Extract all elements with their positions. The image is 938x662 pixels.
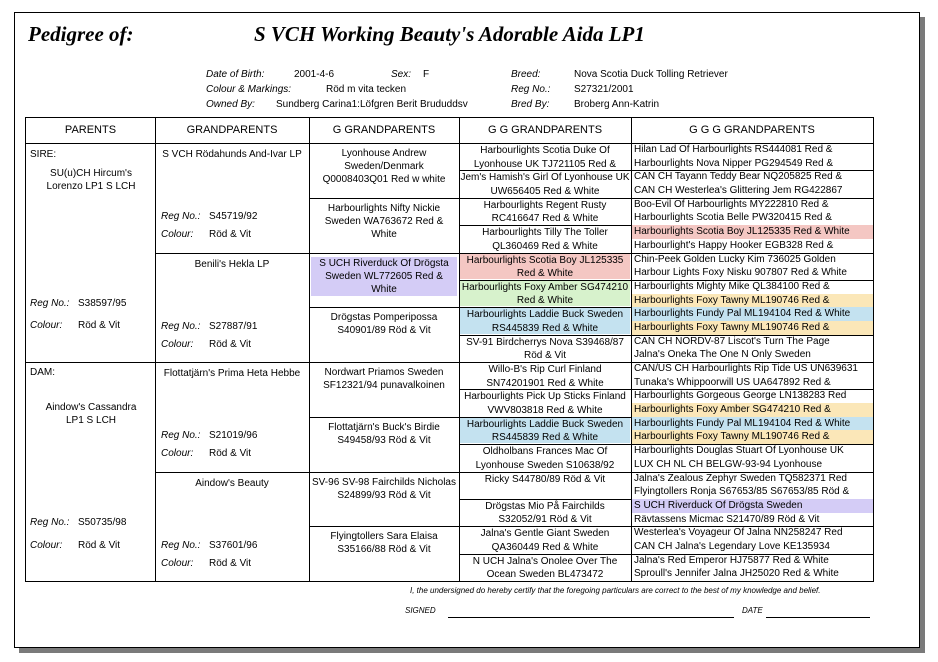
ggg-grandparent-name: Harbour Lights Foxy Nisku 907807 Red & White (634, 267, 847, 279)
pedigree-table (25, 117, 874, 582)
ggg-grandparent-name: Tunaka's Whippoorwill US UA647892 Red & (634, 376, 831, 388)
gg-grandparent-name: Harbourlights Laddie Buck Sweden RS445839 Red & White (460, 418, 630, 443)
date-label: DATE (742, 606, 763, 615)
g-grandparent-name: Lyonhouse Andrew Sweden/Denmark Q0008403Q01 Red w white (322, 148, 446, 185)
bred-label: Bred By: (511, 99, 550, 110)
grandparent-colour-label: Colour: (161, 338, 194, 350)
g-grandparent-name: Harbourlights Nifty Nickie Sweden WA763672 Red & White (324, 202, 444, 240)
sire-colour: Röd & Vit (78, 320, 121, 331)
ggg-grandparent-name: Harbourlights Scotia Belle PW320415 Red & (634, 212, 832, 224)
ggg-grandparent-name: Hilan Lad Of Harbourlights RS444081 Red & (634, 144, 833, 155)
dog-name: S VCH Working Beauty's Adorable Aida LP1 (254, 22, 645, 46)
ggg-grandparent-name: Harbourlights Fundy Pal ML194104 Red & White (632, 307, 873, 321)
ggg-grandparent-name: Harbourlight's Happy Hooker EGB328 Red & (634, 239, 834, 251)
grandparent-reg: S45719/92 (209, 211, 258, 222)
ggg-grandparent-name: Harbourlights Foxy Tawny ML190746 Red & (632, 294, 873, 308)
gg-grandparent-name: N UCH Jalna's Onolee Over The Ocean Sweden BL473472 (472, 555, 618, 580)
ggg-grandparent-name: Jalna's Red Emperor HJ75877 Red & White (634, 554, 829, 566)
grandparent-colour-label: Colour: (161, 229, 194, 240)
ggg-grandparent-name: Harbourlights Foxy Amber SG474210 Red & (632, 403, 873, 417)
pedigree-label: Pedigree of: (28, 22, 134, 46)
col-ggg-grandparents-header: G G G GRANDPARENTS (689, 124, 815, 136)
gg-grandparent-name: Jalna's Gentle Giant Sweden QA360449 Red & White (480, 528, 610, 553)
dam-colour: Röd & Vit (78, 540, 121, 551)
g-grandparent-name: Flottatjärn's Buck's Birdie S49458/93 Röd & Vit (328, 421, 440, 446)
grandparent-colour: Röd & Vit (209, 338, 252, 350)
colour-label: Colour & Markings: (206, 84, 292, 95)
ggg-grandparent-name: Harbourlights Foxy Tawny ML190746 Red & (632, 430, 873, 444)
dam-tag: DAM: (30, 367, 55, 378)
ggg-grandparent-name: CAN CH Westerlea's Glittering Jem RG422867 (634, 185, 843, 197)
gg-grandparent-name: Harbourlights Scotia Boy JL125335 Red & White (460, 254, 630, 279)
ggg-grandparent-name: LUX CH NL CH BELGW-93-94 Lyonhouse (634, 458, 823, 470)
ggg-grandparent-name: CAN CH Tayann Teddy Bear NQ205825 Red & (634, 171, 843, 183)
dob-value: 2001-4-6 (294, 69, 335, 80)
grandparent-reg-label: Reg No.: (161, 430, 201, 441)
breed-value: Nova Scotia Duck Tolling Retriever (574, 69, 728, 80)
ggg-grandparent-name: Westerlea's Voyageur Of Jalna NN258247 Red (634, 527, 843, 539)
ggg-grandparent-name: Boo-Evil Of Harbourlights MY222810 Red & (634, 198, 829, 210)
col-g-grandparents-header: G GRANDPARENTS (332, 124, 436, 136)
ggg-grandparent-name: Harbourlights Scotia Boy JL125335 Red & White (632, 225, 873, 239)
ggg-grandparent-name: Chin-Peek Golden Lucky Kim 736025 Golden (634, 253, 836, 265)
grandparent-colour: Röd & Vit (209, 557, 252, 569)
col-gg-grandparents-header: G G GRANDPARENTS (487, 124, 603, 136)
gg-grandparent-name: Ricky S44780/89 Röd & Vit (484, 473, 606, 485)
ggg-grandparent-name: Harbourlights Nova Nipper PG294549 Red & (634, 157, 833, 169)
signature-line[interactable] (448, 617, 734, 618)
sire-tag: SIRE: (30, 149, 57, 160)
ggg-grandparent-name: S UCH Riverduck Of Drögsta Sweden (632, 499, 873, 513)
dob-label: Date of Birth: (206, 69, 265, 80)
ggg-grandparent-name: Harbourlights Fundy Pal ML194104 Red & White (632, 417, 873, 431)
grandparent-colour: Röd & Vit (209, 229, 252, 240)
sex-label: Sex: (391, 69, 412, 80)
grandparent-colour-label: Colour: (161, 448, 194, 459)
dam-reg: S50735/98 (78, 517, 127, 528)
bred-value: Broberg Ann-Katrin (574, 99, 660, 110)
grandparent-name: Benili's Hekla LP (194, 258, 270, 270)
gg-grandparent-name: Jem's Hamish's Girl Of Lyonhouse UK UW656405 Red & White (460, 172, 630, 197)
gg-grandparent-name: Willo-B's Rip Curl Finland SN74201901 Red & White (486, 364, 604, 389)
ggg-grandparent-name: Rävtassens Micmac S21470/89 Röd & Vit (634, 513, 820, 525)
sire-colour-label: Colour: (30, 320, 63, 331)
grandparent-reg-label: Reg No.: (161, 320, 201, 332)
ggg-grandparent-name: CAN/US CH Harbourlights Rip Tide US UN639631 (634, 363, 858, 374)
sire-name: SU(u)CH Hircum's Lorenzo LP1 S LCH (46, 168, 136, 192)
gg-grandparent-name: Harbourlights Regent Rusty RC416647 Red & White (483, 199, 607, 225)
grandparent-reg: S21019/96 (209, 430, 258, 441)
sire-reg: S38597/95 (78, 298, 127, 309)
gg-grandparent-name: Harbourlights Tilly The Toller QL360469 Red & White (482, 227, 608, 252)
grandparent-reg-label: Reg No.: (161, 211, 201, 222)
g-grandparent-name: Flyingtollers Sara Elaisa S35166/88 Röd & Vit (330, 531, 438, 556)
reg-label: Reg No.: (511, 84, 551, 95)
g-grandparent-name: SV-96 SV-98 Fairchilds Nicholas S24899/93 Röd & Vit (312, 476, 456, 501)
gg-grandparent-name: Harbourlights Foxy Amber SG474210 Red & White (461, 281, 629, 307)
gg-grandparent-name: Harbourlights Pick Up Sticks Finland VWV803818 Red & White (464, 391, 626, 416)
gg-grandparent-name: Drögstas Mio På Fairchilds S32052/91 Röd & Vit (485, 500, 605, 526)
sire-reg-label: Reg No.: (30, 298, 70, 309)
ggg-grandparent-name: Jalna's Zealous Zephyr Sweden TQ582371 Red (634, 472, 847, 484)
grandparent-name: Flottatjärn's Prima Heta Hebbe (163, 368, 301, 379)
ggg-grandparent-name: Harbourlights Douglas Stuart Of Lyonhouse UK (634, 445, 844, 457)
sex-value: F (423, 69, 430, 80)
certification-text: I, the undersigned do hereby certify that the foregoing particulars are correct to the best of my knowledge and belief. (410, 586, 821, 595)
g-grandparent-name: S UCH Riverduck Of Drögsta Sweden WL772605 Red & White (311, 257, 457, 296)
g-grandparent-name: Nordwart Priamos Sweden SF12321/94 punavalkoinen (323, 367, 445, 391)
gg-grandparent-name: Harbourlights Laddie Buck Sweden RS445839 Red & White (460, 308, 630, 333)
owned-value: Sundberg Carina1:Löfgren Berit Brududdsv (276, 99, 468, 110)
colour-value: Röd m vita tecken (326, 84, 407, 95)
reg-value: S27321/2001 (574, 84, 634, 95)
grandparent-reg: S27887/91 (209, 320, 258, 332)
grandparent-reg: S37601/96 (209, 539, 258, 551)
ggg-grandparent-name: Harbourlights Foxy Tawny ML190746 Red & (632, 321, 873, 335)
gg-grandparent-name: Harbourlights Scotia Duke Of Lyonhouse UK TJ721105 Red & (473, 145, 617, 170)
dam-reg-label: Reg No.: (30, 517, 70, 528)
ggg-grandparent-name: Sproull's Jennifer Jalna JH25020 Red & White (634, 568, 839, 580)
owned-label: Owned By: (206, 99, 255, 110)
grandparent-reg-label: Reg No.: (161, 539, 201, 551)
ggg-grandparent-name: Jalna's Oneka The One N Only Sweden (634, 349, 811, 361)
gg-grandparent-name: SV-91 Birdcherrys Nova S39468/87 Röd & Vit (466, 336, 624, 361)
gg-grandparent-name: Oldholbans Frances Mac Of Lyonhouse Sweden S10638/92 (475, 446, 615, 471)
ggg-grandparent-name: Harbourlights Mighty Mike QL384100 Red & (634, 280, 830, 292)
grandparent-name: S VCH Rödahunds And-Ivar LP (162, 149, 302, 160)
date-line[interactable] (766, 617, 870, 618)
g-grandparent-name: Drögstas Pomperipossa S40901/89 Röd & Vit (330, 312, 438, 337)
breed-label: Breed: (511, 69, 541, 80)
dam-name: Aindow's Cassandra LP1 S LCH (45, 402, 137, 426)
ggg-grandparent-name: CAN CH NORDV-87 Liscot's Turn The Page (634, 335, 830, 347)
ggg-grandparent-name: CAN CH Jalna's Legendary Love KE135934 (634, 540, 830, 552)
col-grandparents-header: GRANDPARENTS (186, 124, 278, 136)
grandparent-colour-label: Colour: (161, 557, 194, 569)
dam-colour-label: Colour: (30, 540, 63, 551)
ggg-grandparent-name: Harbourlights Gorgeous George LN138283 Red (634, 390, 847, 402)
col-parents-header: PARENTS (64, 124, 117, 136)
signed-label: SIGNED (405, 606, 436, 615)
ggg-grandparent-name: Flyingtollers Ronja S67653/85 S67653/85 Röd & (634, 486, 850, 498)
grandparent-colour: Röd & Vit (209, 448, 252, 459)
grandparent-name: Aindow's Beauty (195, 477, 269, 489)
